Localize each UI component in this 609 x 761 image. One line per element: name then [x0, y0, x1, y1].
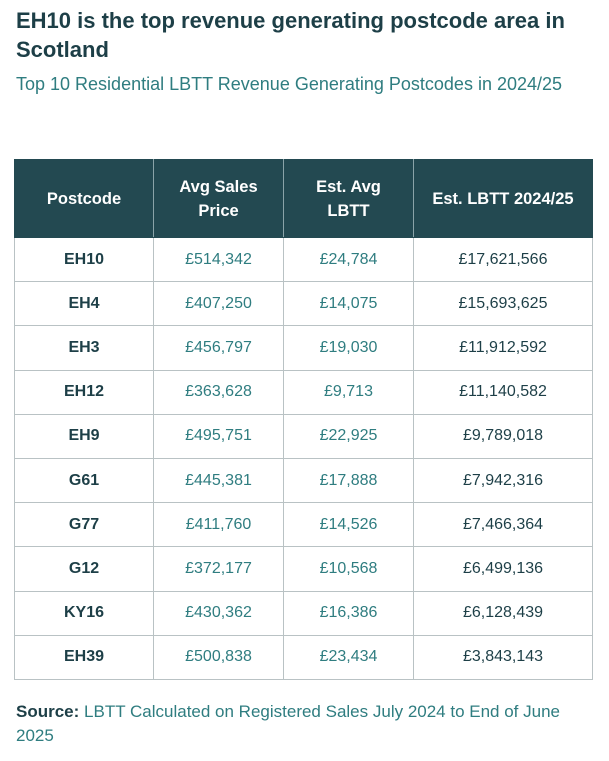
- cell-postcode: G77: [15, 503, 154, 547]
- cell-est-lbtt-total: £15,693,625: [414, 282, 593, 326]
- cell-postcode: EH10: [15, 238, 154, 282]
- cell-postcode: EH12: [15, 370, 154, 414]
- cell-avg-sales-price: £372,177: [154, 547, 284, 591]
- table-row: [15, 326, 593, 370]
- cell-est-avg-lbtt: £22,925: [284, 414, 414, 458]
- header-postcode: Postcode: [15, 160, 154, 238]
- table-row: [15, 238, 593, 282]
- header-est-avg-lbtt: Est. Avg LBTT: [284, 160, 414, 238]
- cell-est-avg-lbtt: £24,784: [284, 238, 414, 282]
- table-row: [15, 635, 593, 679]
- cell-est-avg-lbtt: £10,568: [284, 547, 414, 591]
- cell-avg-sales-price: £514,342: [154, 238, 284, 282]
- cell-est-lbtt-total: £3,843,143: [414, 635, 593, 679]
- cell-est-avg-lbtt: £19,030: [284, 326, 414, 370]
- table-row: [15, 503, 593, 547]
- cell-est-lbtt-total: £7,466,364: [414, 503, 593, 547]
- cell-est-lbtt-total: £6,128,439: [414, 591, 593, 635]
- cell-est-avg-lbtt: £14,526: [284, 503, 414, 547]
- table-body: [15, 238, 593, 680]
- lbtt-postcode-table: [14, 159, 593, 680]
- cell-postcode: EH9: [15, 414, 154, 458]
- table-row: [15, 547, 593, 591]
- cell-est-avg-lbtt: £17,888: [284, 458, 414, 502]
- cell-est-avg-lbtt: £23,434: [284, 635, 414, 679]
- cell-avg-sales-price: £411,760: [154, 503, 284, 547]
- source-text: LBTT Calculated on Registered Sales July 2024 to End of June 2025: [16, 702, 560, 745]
- cell-postcode: G12: [15, 547, 154, 591]
- table-row: [15, 282, 593, 326]
- cell-est-lbtt-total: £9,789,018: [414, 414, 593, 458]
- cell-postcode: G61: [15, 458, 154, 502]
- cell-est-lbtt-total: £6,499,136: [414, 547, 593, 591]
- cell-avg-sales-price: £500,838: [154, 635, 284, 679]
- cell-avg-sales-price: £430,362: [154, 591, 284, 635]
- chart-subtitle: Top 10 Residential LBTT Revenue Generating Postcodes in 2024/25: [16, 74, 563, 94]
- table-header-row: [15, 160, 593, 238]
- cell-postcode: KY16: [15, 591, 154, 635]
- cell-est-lbtt-total: £11,140,582: [414, 370, 593, 414]
- cell-est-lbtt-total: £17,621,566: [414, 238, 593, 282]
- cell-est-lbtt-total: £11,912,592: [414, 326, 593, 370]
- chart-title: EH10 is the top revenue generating postcode area in Scotland: [16, 8, 565, 62]
- table-row: [15, 370, 593, 414]
- header-avg-sales-price: Avg Sales Price: [154, 160, 284, 238]
- cell-est-lbtt-total: £7,942,316: [414, 458, 593, 502]
- cell-avg-sales-price: £445,381: [154, 458, 284, 502]
- table-row: [15, 458, 593, 502]
- table-row: [15, 414, 593, 458]
- cell-est-avg-lbtt: £16,386: [284, 591, 414, 635]
- header-est-lbtt-total: Est. LBTT 2024/25: [414, 160, 593, 238]
- source-note: [16, 700, 596, 748]
- cell-postcode: EH3: [15, 326, 154, 370]
- cell-postcode: EH4: [15, 282, 154, 326]
- cell-avg-sales-price: £495,751: [154, 414, 284, 458]
- table-row: [15, 591, 593, 635]
- cell-avg-sales-price: £456,797: [154, 326, 284, 370]
- cell-avg-sales-price: £407,250: [154, 282, 284, 326]
- cell-postcode: EH39: [15, 635, 154, 679]
- cell-est-avg-lbtt: £9,713: [284, 370, 414, 414]
- cell-avg-sales-price: £363,628: [154, 370, 284, 414]
- cell-est-avg-lbtt: £14,075: [284, 282, 414, 326]
- source-label: Source:: [16, 702, 80, 721]
